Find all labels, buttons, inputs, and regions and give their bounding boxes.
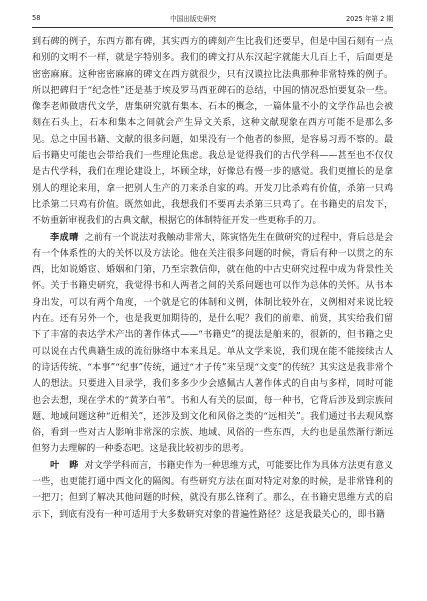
journal-title: 中国出版史研究 (170, 15, 217, 23)
header-rule (32, 27, 393, 28)
speaker-name: 叶 晔 (50, 460, 79, 471)
paragraph-text: 对文学学科而言，书籍史作为一种思维方式，可能要比作为具体方法更有意义一些，也更能打通中西文化的隔阂。有些研究方法在面对特定对象的时候，是非常锋利的一把刀；但到了解决其他问题的时候，就没有那么锋利了。那么，在书籍史思维方式的启示下，到底有没有一种可适用于大多数研究对象的普遍性路径？这是我最关心的，即书籍 (32, 460, 394, 520)
article-body (32, 34, 393, 523)
speaker-name: 李成晴 (50, 232, 79, 243)
running-header (32, 12, 393, 24)
page-number: 58 (32, 14, 41, 22)
issue-label: 2025 年第 2 期 (345, 15, 393, 23)
paragraph-text: 之前有一个说法对我触动非常大，陈寅恪先生在做研究的过程中，背后总是会有一个体系性的大的关怀以及方法论。他在关注很多问题的时候，背后有种一以贯之的东西，比如说婚宦、婚姻和门第，乃至宗教信仰，就在他的中古史研究过程中成为背景性关怀。关于书籍史研究，我觉得书和人两者之间的关系问题也可以作为总体的关怀。从书本身出发，可以有两个角度，一个就是它的体制和义例，体制比较外在，义例相对来说比较内在。还有另外一个，也是我更加期待的，是什么呢？我们的前辈、前贤，其实给我们留下了丰富的表达学术产出的著作体式——“书籍史”的提法是舶来的，很新的，但书籍之史可以说在古代典籍生成的流衍脉络中本来具足。单从文学来说，我们现在能不能接续古人的诗话传统、“本事”“纪事”传统，通过“才子传”来呈现“文变”的传统？其实这是我非常个人的想法。只要进入目录学，我们多多少少会感佩古人著作体式的自由与多样，同时可能也会去想，现在学术的“黄茅白苇”。书和人有关的层面，每一种书，它背后涉及到宗族问题、地域问题这种“近相关”，还涉及到文化和风俗之类的“远相关”。我们通过书去观风察俗，看到一些对古人影响非常深的宗族、地域、风俗的一些东西，大约也是虽然渐行渐远但努力去理解的一种委态吧。这是我比较初步的思考。 (32, 232, 394, 455)
paragraph-ye-ye (32, 458, 393, 523)
paragraph-continued: 到石碑的例子，东西方都有碑，其实西方的碑刻产生比我们还要早，但是中国石刻有一点和别的文明不一样，就是字特别多。我们的碑文打从东汉起字就能大几百上千，后面更是密密麻麻。这种密密麻麻的碑文在西方就很少，只有汉谟拉比法典那种非常特殊的例子。所以把碑归于“纪念性”还是基于埃及罗马西亚碑石的总结，中国的情况恐怕要复杂一些。像李老师做唐代文学，唐集研究就有集本、石本的概念，一篇体量不小的文学作品也会被刻在石头上，石本和集本之间就会产生异文关系，这种文献现象在西方可能不是那么多见。总之中国书籍、文献的很多问题，如果没有一个他者的参照，是容易习焉不察的。最后书籍史可能也会带给我们一些理论焦虑。我总是觉得我们的古代学科——甚至也不仅仅是古代学科，我们在理论建设上，坏顾全球，好像总有慢一步的感觉。我们更擅长的是拿别人的理论来用，拿一把别人生产的刀来杀自家的鸡。开发刀比杀鸡有价值，杀第一只鸡比杀第二只鸡有价值。既然如此，我想我们不要再去杀第三只鸡了。在书籍史的启发下，不妨重新审视我们的古典文献，根据它的体制特征开发一些更称手的刀。 (32, 37, 393, 227)
paragraph-li-chengqing (32, 230, 393, 458)
